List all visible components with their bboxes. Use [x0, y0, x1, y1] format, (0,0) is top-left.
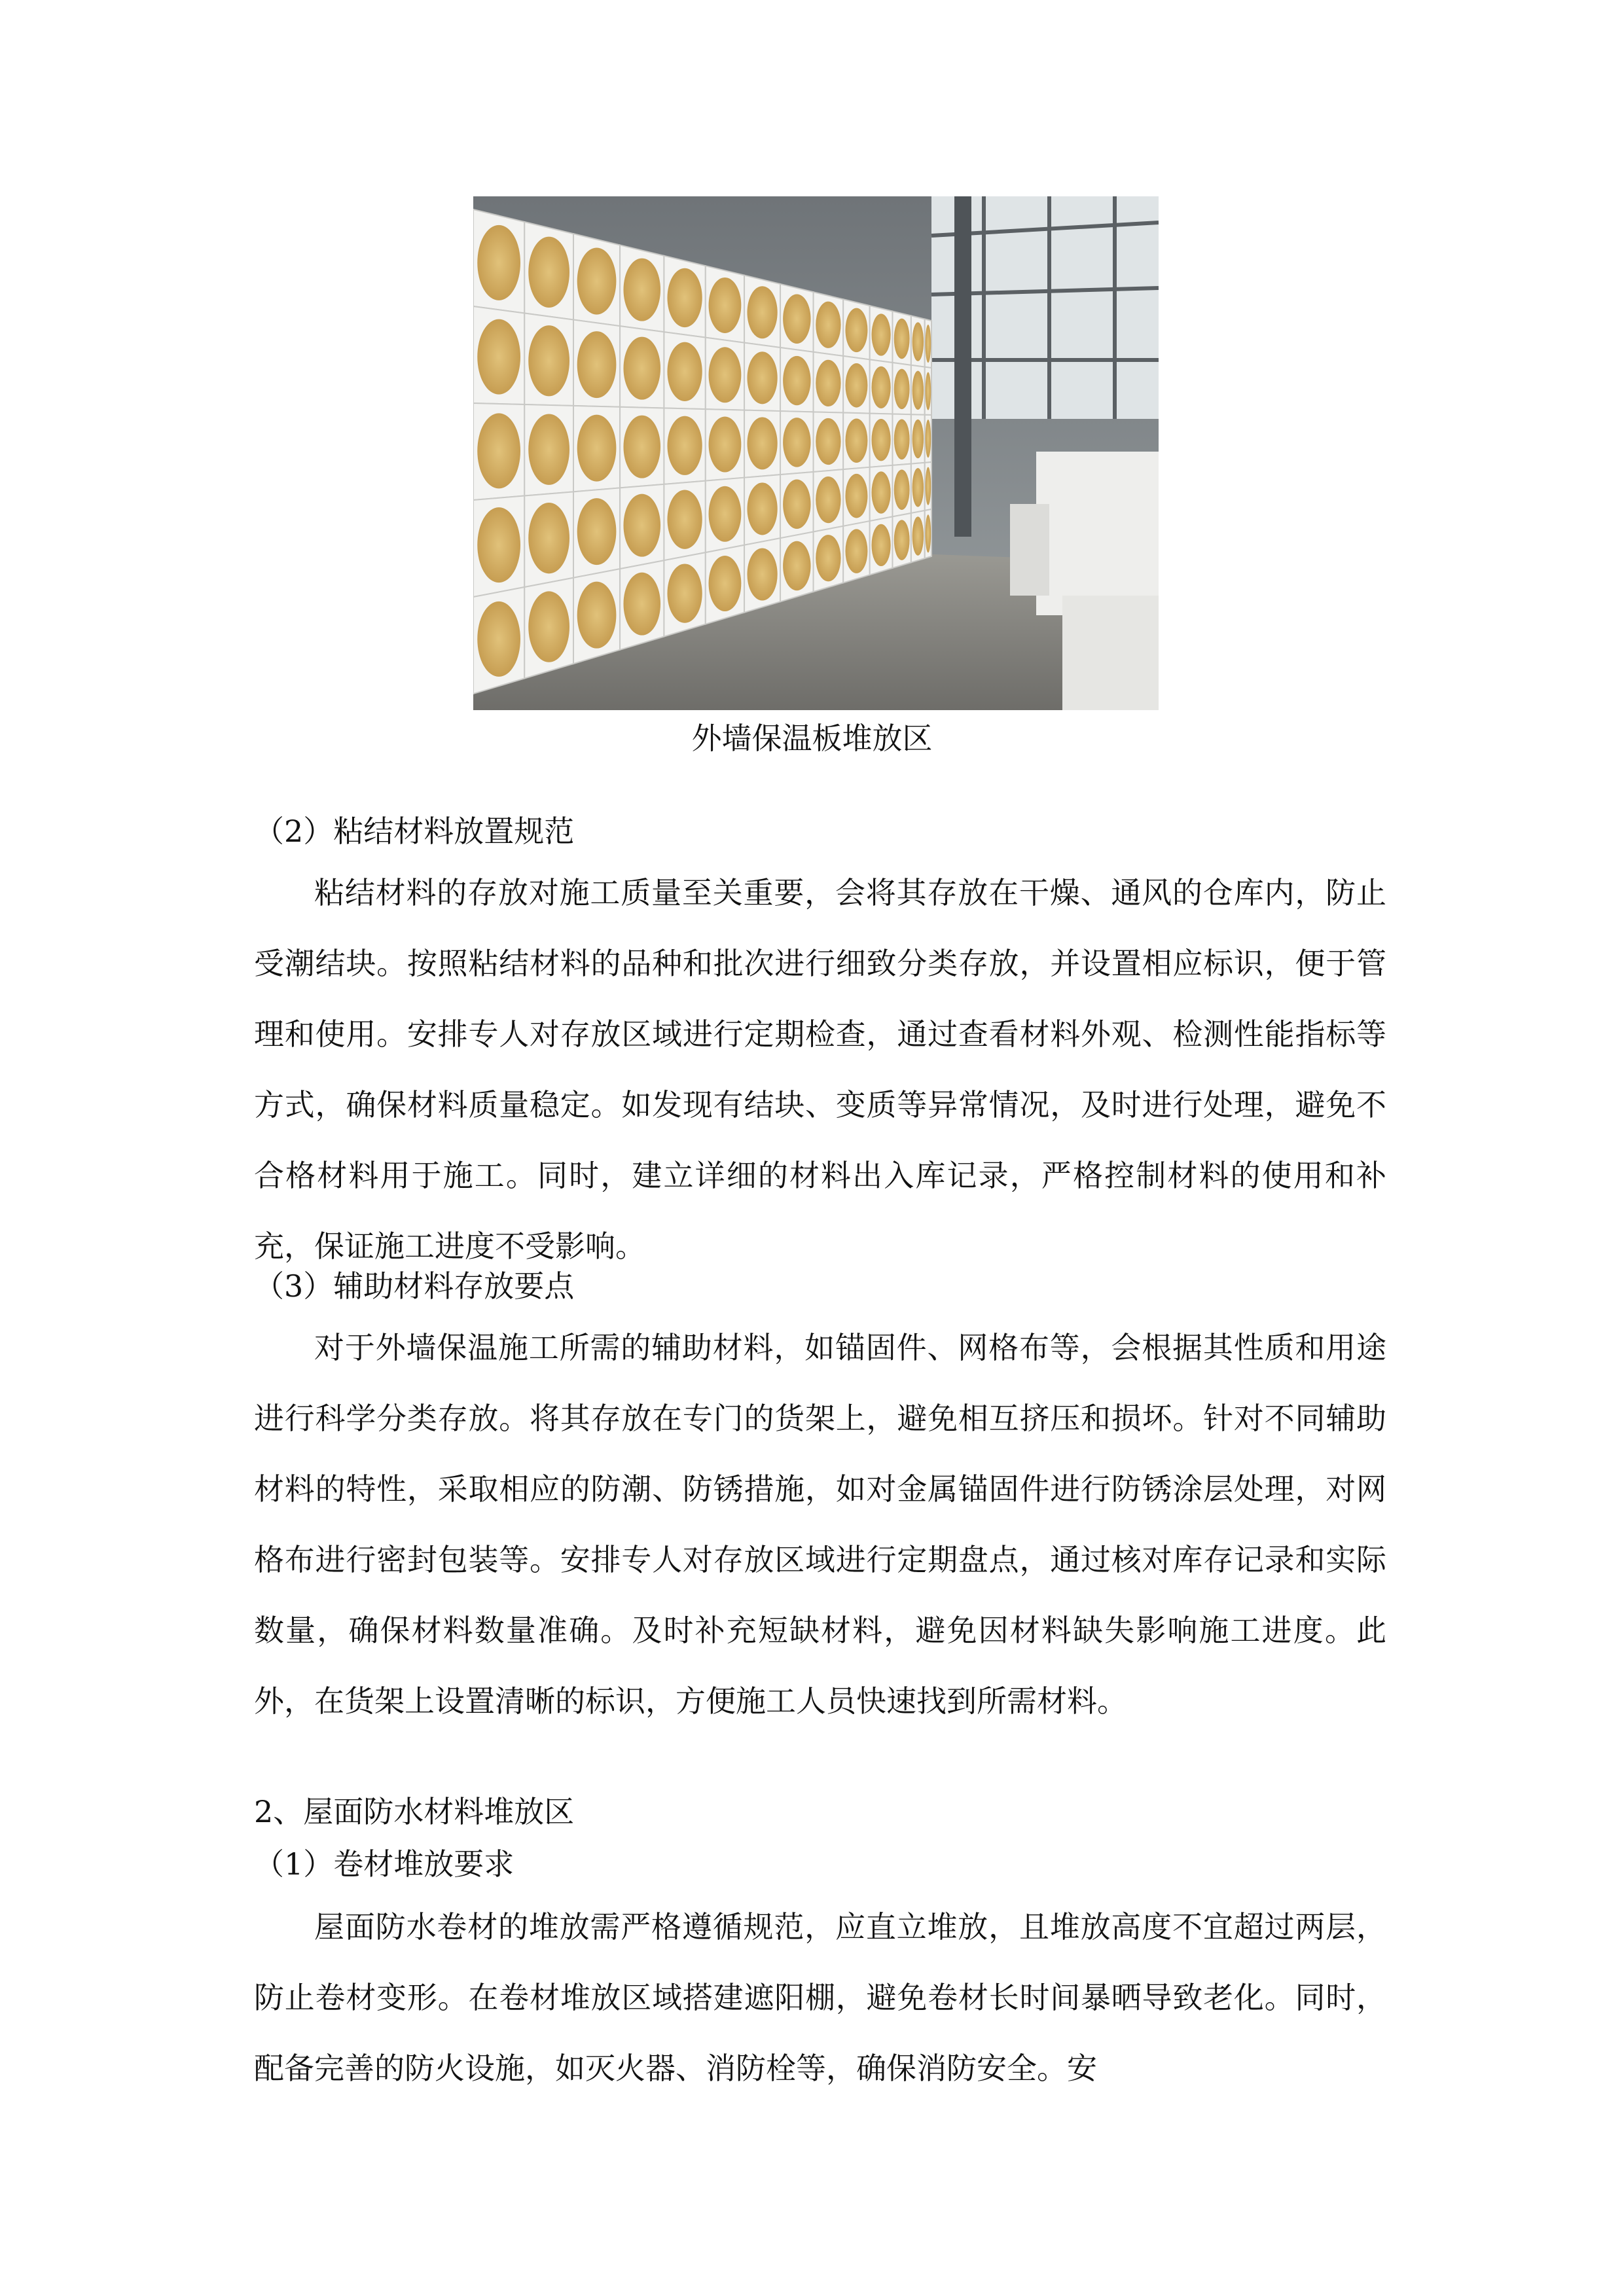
warehouse-photo [473, 196, 1159, 710]
bale-core [477, 507, 520, 583]
bale-core [709, 556, 742, 611]
bale-core [747, 351, 777, 404]
subheading-rolls: （1）卷材堆放要求 [254, 1846, 514, 1882]
bale-core [816, 535, 840, 581]
bale-core [667, 268, 702, 327]
bale-core [845, 529, 867, 573]
bale-core [667, 490, 702, 549]
bale-core [623, 573, 660, 636]
bale-core [577, 415, 617, 482]
bale-core [894, 319, 910, 359]
paragraph-auxiliary [254, 1312, 1386, 1736]
bale-core [577, 248, 617, 315]
bale-core [577, 582, 617, 649]
bale-core [926, 420, 931, 457]
bale-core [709, 347, 742, 403]
bale-core [709, 417, 742, 473]
bale-core [783, 541, 810, 590]
bale-core [926, 467, 931, 505]
bale-core [871, 471, 890, 513]
bale-core [528, 237, 569, 308]
bale-core [845, 308, 867, 353]
section-heading-auxiliary: （3）辅助材料存放要点 [254, 1268, 575, 1304]
warehouse-illustration [473, 196, 1159, 710]
section-heading-bonding: （2）粘结材料放置规范 [254, 814, 575, 849]
bale-core [783, 294, 810, 343]
bale-core [623, 416, 660, 478]
bale-core [477, 319, 520, 395]
section-heading-roof: 2、屋面防水材料堆放区 [254, 1794, 575, 1829]
bale-core [816, 302, 840, 348]
bale-core [528, 325, 569, 396]
bale-core [747, 417, 777, 469]
bale-core [926, 325, 931, 363]
bale-core [871, 314, 890, 355]
bale-core [528, 591, 569, 662]
bale-core [894, 469, 910, 510]
bale-core [623, 494, 660, 557]
bale-core [623, 259, 660, 321]
bale-core [667, 416, 702, 475]
bale-core [709, 486, 742, 542]
bale-core [623, 337, 660, 400]
bale-core [816, 418, 840, 465]
bale-core [816, 476, 840, 523]
paragraph-text: 屋面防水卷材的堆放需严格遵循规范，应直立堆放，且堆放高度不宜超过两层，防止卷材变形。在卷材堆放区域搭建遮阳棚，避免卷材长时间暴晒导致老化。同时，配备完善的防火设施，如灭火器、消防栓等，确保消防安全。安 [254, 1909, 1386, 2086]
bale-core [477, 225, 520, 300]
paragraph-rolls [254, 1892, 1386, 2104]
bale-core [783, 356, 810, 405]
paragraph-text: 对于外墙保温施工所需的辅助材料，如锚固件、网格布等，会根据其性质和用途进行科学分类存放。将其存放在专门的货架上，避免相互挤压和损坏。针对不同辅助材料的特性，采取相应的防潮、防锈措施，如对金属锚固件进行防锈涂层处理，对网格布进行密封包装等。安排专人对存放区域进行定期盘点，通过核对库存记录和实际数量，确保材料数量准确。及时补充短缺材料，避免因材料缺失影响施工进度。此外，在货架上设置清晰的标识，方便施工人员快速找到所需材料。 [254, 1330, 1386, 1719]
figure-caption: 外墙保温板堆放区 [691, 721, 933, 756]
bale-core [783, 479, 810, 528]
bale-core [577, 498, 617, 565]
bale-core [871, 367, 890, 408]
bale-core [747, 286, 777, 338]
bale-core [926, 372, 931, 410]
bale-core [709, 278, 742, 333]
bale-core [783, 418, 810, 467]
bale-core [894, 369, 910, 410]
bale-core [667, 342, 702, 401]
bale-core [845, 418, 867, 463]
paragraph-bonding [254, 857, 1386, 1282]
bale-core [845, 474, 867, 518]
bale-core [894, 520, 910, 560]
bale-core [894, 420, 910, 460]
bale-core [912, 371, 924, 410]
bale-core [577, 331, 617, 398]
bale-core [912, 516, 924, 555]
bale-core [871, 524, 890, 566]
paragraph-text: 粘结材料的存放对施工质量至关重要，会将其存放在干燥、通风的仓库内，防止受潮结块。按照粘结材料的品种和批次进行细致分类存放，并设置相应标识，便于管理和使用。安排专人对存放区域进行定期检查，通过查看材料外观、检测性能指标等方式，确保材料质量稳定。如发现有结块、变质等异常情况，及时进行处理，避免不合格材料用于施工。同时，建立详细的材料出入库记录，严格控制材料的使用和补充，保证施工进度不受影响。 [254, 875, 1386, 1264]
bale-core [667, 564, 702, 622]
bale-core [912, 420, 924, 458]
bale-core [477, 413, 520, 488]
bale-core [912, 322, 924, 361]
bale-core [747, 548, 777, 600]
bale-core [747, 482, 777, 535]
bale-core [477, 601, 520, 677]
bale-core [528, 414, 569, 485]
bale-core [845, 363, 867, 408]
bale-core [871, 419, 890, 461]
bale-core [528, 503, 569, 573]
bale-core [912, 468, 924, 507]
bale-core [816, 360, 840, 406]
bale-core [926, 514, 931, 552]
